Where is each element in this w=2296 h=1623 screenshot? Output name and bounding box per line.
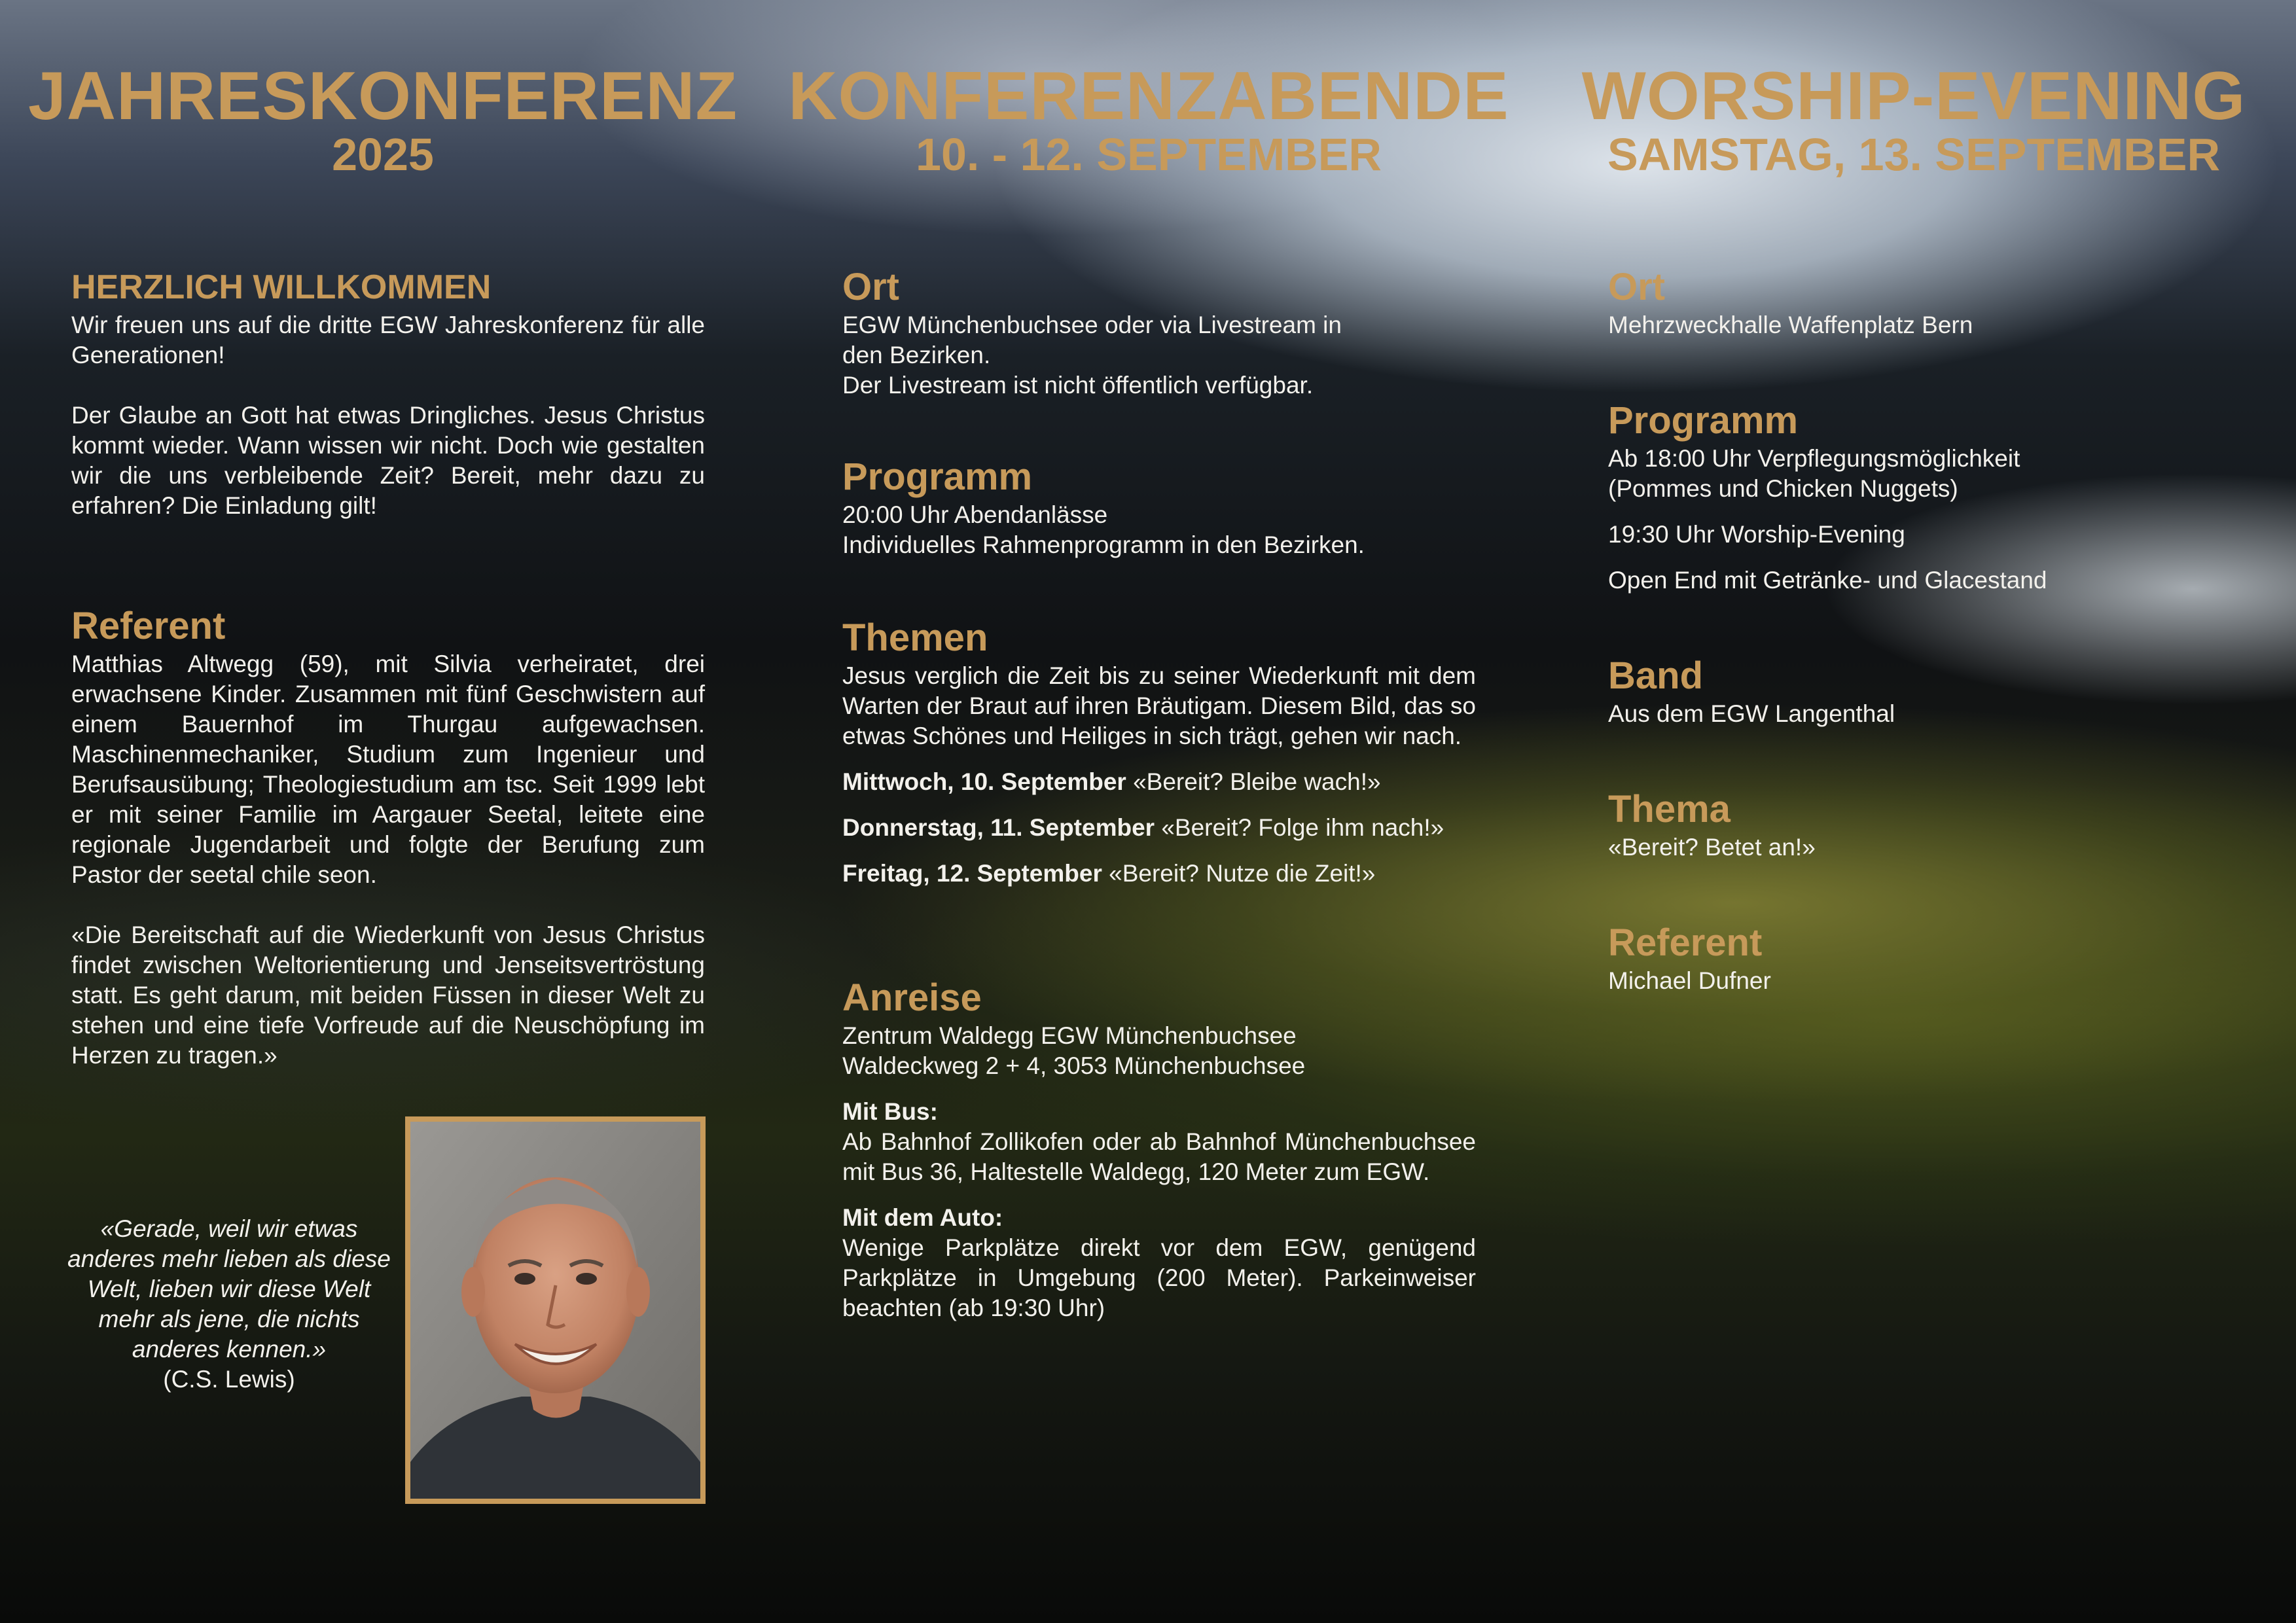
heading-thema: Thema	[1608, 788, 1731, 830]
worship-programm-line-4: Open End mit Getränke- und Glacestand	[1608, 567, 2047, 594]
referent-photo	[405, 1116, 706, 1504]
heading-worship-programm: Programm	[1608, 399, 1799, 442]
ort-line-3: Der Livestream ist nicht öffentlich verfügbar.	[842, 372, 1314, 399]
panel-konferenzabende	[766, 0, 1532, 1623]
programm-line-1: 20:00 Uhr Abendanlässe	[842, 501, 1108, 528]
lewis-quote-text: «Gerade, weil wir etwas anderes mehr lieben als diese Welt, lieben wir diese Welt mehr als jene, die nichts anderes kennen.»	[67, 1215, 391, 1363]
section-worship-programm	[1608, 398, 2242, 596]
subtitle-dates: 10. - 12. SEPTEMBER	[916, 129, 1382, 180]
subtitle-saturday: SAMSTAG, 13. SEPTEMBER	[1607, 129, 2221, 180]
ort-line-1: EGW Münchenbuchsee oder via Livestream in	[842, 312, 1342, 338]
lewis-quote-author: (C.S. Lewis)	[163, 1366, 295, 1393]
subtitle-year: 2025	[332, 129, 434, 180]
themen-item-date: Mittwoch, 10. September	[842, 768, 1126, 795]
section-ort	[842, 264, 1476, 401]
themen-item-title: «Bereit? Folge ihm nach!»	[1161, 814, 1444, 841]
welcome-paragraph-1: Wir freuen uns auf die dritte EGW Jahreskonferenz für alle Generationen!	[71, 312, 705, 368]
band-text: Aus dem EGW Langenthal	[1608, 700, 1895, 727]
section-welcome	[71, 264, 705, 521]
heading-anreise: Anreise	[842, 976, 982, 1019]
lewis-quote	[65, 1214, 393, 1395]
themen-intro: Jesus verglich die Zeit bis zu seiner Wiederkunft mit dem Warten der Braut auf ihren Bräutigam. Diesem Bild, das so etwas Schönes und Heiliges in sich trägt, gehen wir nach.	[842, 662, 1476, 749]
section-band	[1608, 653, 2242, 729]
worship-programm-line-2: (Pommes und Chicken Nuggets)	[1608, 475, 1958, 502]
anreise-bus-label: Mit Bus:	[842, 1098, 938, 1125]
themen-item-date: Freitag, 12. September	[842, 860, 1102, 887]
heading-band: Band	[1608, 654, 1703, 697]
anreise-line-1: Zentrum Waldegg EGW Münchenbuchsee	[842, 1022, 1297, 1049]
heading-worship-referent: Referent	[1608, 921, 1763, 964]
referent-portrait-image	[410, 1122, 700, 1499]
title-worship-evening: WORSHIP-EVENING	[1581, 58, 2246, 134]
section-worship-referent	[1608, 920, 2242, 996]
referent-bio: Matthias Altwegg (59), mit Silvia verheiratet, drei erwachsene Kinder. Zusammen mit fünf Geschwistern auf einem Bauernhof im Thurgau aufgewachsen. Maschinenmechaniker, Studium zum Ingenieur und Berufsausübung; Theologiestudium am tsc. Seit 1999 lebt er mit seiner Familie im Aargauer Seetal, leitete eine regionale Jugendarbeit und folgte der Berufung zum Pastor der seetal chile seon.	[71, 651, 705, 888]
heading-worship-ort: Ort	[1608, 266, 1665, 308]
worship-ort-text: Mehrzweckhalle Waffenplatz Bern	[1608, 312, 1973, 338]
themen-item	[842, 859, 1476, 889]
title-konferenzabende: KONFERENZABENDE	[788, 58, 1509, 134]
section-programm	[842, 454, 1476, 560]
themen-item	[842, 813, 1476, 843]
thema-text: «Bereit? Betet an!»	[1608, 834, 1816, 861]
section-referent	[71, 603, 705, 1071]
section-thema	[1608, 787, 2242, 863]
anreise-bus-text: Ab Bahnhof Zollikofen oder ab Bahnhof Münchenbuchsee mit Bus 36, Haltestelle Waldegg, 120 Meter zum EGW.	[842, 1128, 1476, 1185]
heading-referent: Referent	[71, 605, 226, 647]
programm-line-2: Individuelles Rahmenprogramm in den Bezirken.	[842, 531, 1365, 558]
panel-jahreskonferenz	[0, 0, 766, 1623]
themen-item-date: Donnerstag, 11. September	[842, 814, 1155, 841]
heading-themen: Themen	[842, 616, 988, 659]
themen-item-title: «Bereit? Bleibe wach!»	[1133, 768, 1381, 795]
section-worship-ort	[1608, 264, 2242, 340]
title-jahreskonferenz: JAHRESKONFERENZ	[28, 58, 738, 134]
panel-worship-evening	[1532, 0, 2296, 1623]
ort-line-2: den Bezirken.	[842, 342, 991, 368]
welcome-paragraph-2: Der Glaube an Gott hat etwas Dringliches. Jesus Christus kommt wieder. Wann wissen wir nicht. Doch wie gestalten wir die uns verbleibende Zeit? Bereit, mehr dazu zu erfahren? Die Einladung gilt!	[71, 402, 705, 519]
anreise-auto-text: Wenige Parkplätze direkt vor dem EGW, genügend Parkplätze in Umgebung (200 Meter). Parkeinweiser beachten (ab 19:30 Uhr)	[842, 1234, 1476, 1321]
referent-quote: «Die Bereitschaft auf die Wiederkunft von Jesus Christus findet zwischen Weltorientierung und Jenseitsvertröstung statt. Es geht darum, mit beiden Füssen in dieser Welt zu stehen und eine tiefe Vorfreude auf die Neuschöpfung im Herzen zu tragen.»	[71, 921, 705, 1069]
anreise-line-2: Waldeckweg 2 + 4, 3053 Münchenbuchsee	[842, 1052, 1306, 1079]
worship-programm-line-1: Ab 18:00 Uhr Verpflegungsmöglichkeit	[1608, 445, 2020, 472]
worship-referent-text: Michael Dufner	[1608, 967, 1771, 994]
heading-programm: Programm	[842, 455, 1033, 498]
section-themen	[842, 615, 1476, 889]
heading-ort: Ort	[842, 266, 899, 308]
themen-item	[842, 767, 1476, 797]
section-anreise	[842, 975, 1476, 1323]
worship-programm-line-3: 19:30 Uhr Worship-Evening	[1608, 521, 1905, 548]
anreise-auto-label: Mit dem Auto:	[842, 1204, 1003, 1231]
themen-item-title: «Bereit? Nutze die Zeit!»	[1109, 860, 1376, 887]
heading-welcome: HERZLICH WILLKOMMEN	[71, 268, 492, 306]
